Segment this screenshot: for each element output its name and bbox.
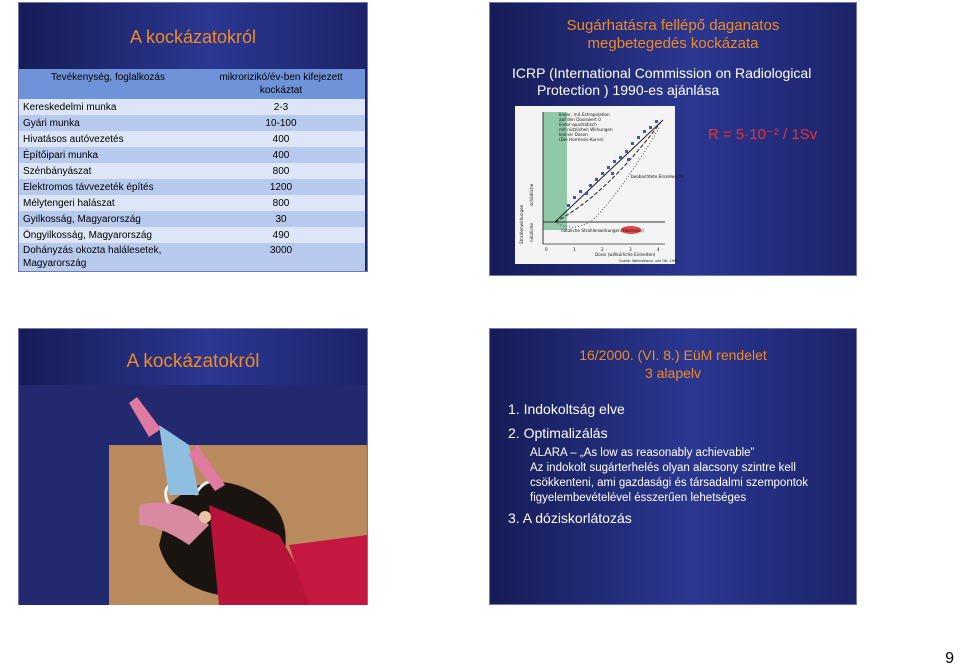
page-number: 9 xyxy=(945,650,954,667)
bullfight-illustration xyxy=(19,385,367,605)
principle-3: 3. A dóziskorlátozás xyxy=(508,510,632,526)
cell-value: 10-100 xyxy=(197,115,365,131)
icrp-line2: Protection ) 1990-es ajánlása xyxy=(537,82,720,98)
desc-line2: csökkenteni, ami gazdasági és társadalmi szempontok xyxy=(530,477,809,489)
slide-radiation-risk xyxy=(489,2,857,276)
x-tick: 4 xyxy=(657,247,660,252)
y-label-bottom: nützliche xyxy=(529,222,534,242)
icrp-line1: ICRP (International Commission on Radiological xyxy=(512,65,812,81)
cell-activity: Dohányzás okozta halálesetek, Magyarország xyxy=(19,243,197,271)
table-row xyxy=(19,163,365,179)
cell-value: 3000 xyxy=(197,243,365,271)
cell-value: 400 xyxy=(197,131,365,147)
legend-4: mit nützlichen Wirkungen xyxy=(559,127,613,132)
dose-response-svg xyxy=(515,106,684,264)
table-row xyxy=(19,131,365,147)
slide1-title: A kockázatokról xyxy=(129,27,257,47)
table-row xyxy=(19,227,365,243)
header-risk: mikrorizikó/év-ben kifejezett kockáztat xyxy=(197,69,365,99)
source-label: Quelle: Wachsmann, une Otr. 1996 xyxy=(619,259,679,263)
cell-value: 490 xyxy=(197,227,365,243)
cell-activity: Öngyilkosság, Magyarország xyxy=(19,227,197,243)
alara-text: ALARA – „As low as reasonably achievable” xyxy=(530,447,755,459)
optimization-description xyxy=(530,446,850,506)
legend-3: linear-quadratisch xyxy=(559,122,597,127)
slide2-title-line1: Sugárhatásra fellépő daganatos xyxy=(566,17,780,34)
principles-title: 3 alapelv xyxy=(644,365,702,381)
y-label-top: schädliche xyxy=(529,183,534,206)
x-tick: 0 xyxy=(545,247,548,252)
x-tick: 3 xyxy=(629,247,632,252)
cell-activity: Hivatásos autóvezetés xyxy=(19,131,197,147)
table-row xyxy=(19,115,365,131)
cell-value: 2-3 xyxy=(197,99,365,115)
table-row xyxy=(19,99,365,115)
table-row xyxy=(19,147,365,163)
cell-activity: Gyilkosság, Magyarország xyxy=(19,211,197,227)
bullfight-photo xyxy=(19,385,367,605)
slide2-title-line2: megbetegedés kockázata xyxy=(587,35,759,52)
x-axis-label: Dosis (willkürliche Einheiten) xyxy=(595,252,656,257)
legend-2: auf den Dosiswert 0 xyxy=(559,117,601,122)
table-header-row xyxy=(19,69,365,99)
slide-bullfight xyxy=(18,328,368,605)
slide2-title xyxy=(490,17,856,53)
legend-5: kleiner Dosen xyxy=(559,132,588,137)
icrp-text xyxy=(512,65,811,99)
cell-activity: Szénbányászat xyxy=(19,163,197,179)
cell-activity: Mélytengeri halászat xyxy=(19,195,197,211)
cell-value: 400 xyxy=(197,147,365,163)
slide-risk-table xyxy=(18,2,368,272)
hormesis-label: (Hormesis) xyxy=(621,228,644,233)
slide4-heading xyxy=(490,346,856,382)
table-row xyxy=(19,243,365,271)
cell-value: 30 xyxy=(197,211,365,227)
principle-1: 1. Indokoltság elve xyxy=(508,401,625,417)
table-row xyxy=(19,179,365,195)
cell-activity: Elektromos távvezeték építés xyxy=(19,179,197,195)
regulation-title: 16/2000. (VI. 8.) EüM rendelet xyxy=(579,347,767,363)
slide3-title: A kockázatokról xyxy=(126,351,260,372)
risk-formula: R = 5·10⁻² / 1Sv xyxy=(708,126,818,143)
table-row xyxy=(19,211,365,227)
useful-label: nützliche Strahlenwirkungen xyxy=(561,228,621,233)
y-axis-label: Strahlenwirkungen xyxy=(519,204,524,244)
cell-value: 800 xyxy=(197,195,365,211)
desc-line1: Az indokolt sugárterhelés olyan alacsony szintre kell xyxy=(530,462,796,474)
cell-value: 1200 xyxy=(197,179,365,195)
legend-6: (Die Hormesis-Kurve) xyxy=(559,137,604,142)
legend-1: linear, mit Extrapolation xyxy=(559,112,610,117)
slide-regulation xyxy=(489,328,857,605)
desc-line3: figyelembevételével ésszerűen lehetséges xyxy=(530,492,747,504)
table-row xyxy=(19,195,365,211)
cell-value: 800 xyxy=(197,163,365,179)
cell-activity: Kereskedelmi munka xyxy=(19,99,197,115)
cell-activity: Építőipari munka xyxy=(19,147,197,163)
header-activity: Tevékenység, foglalkozás xyxy=(19,69,197,99)
x-tick: 2 xyxy=(601,247,604,252)
x-tick: 1 xyxy=(573,247,576,252)
dose-response-graph xyxy=(515,106,684,264)
principle-2: 2. Optimalizálás xyxy=(508,425,608,441)
observed-label: beobachtete Einzelwerte xyxy=(631,174,684,179)
risk-table xyxy=(19,69,365,271)
cell-activity: Gyári munka xyxy=(19,115,197,131)
